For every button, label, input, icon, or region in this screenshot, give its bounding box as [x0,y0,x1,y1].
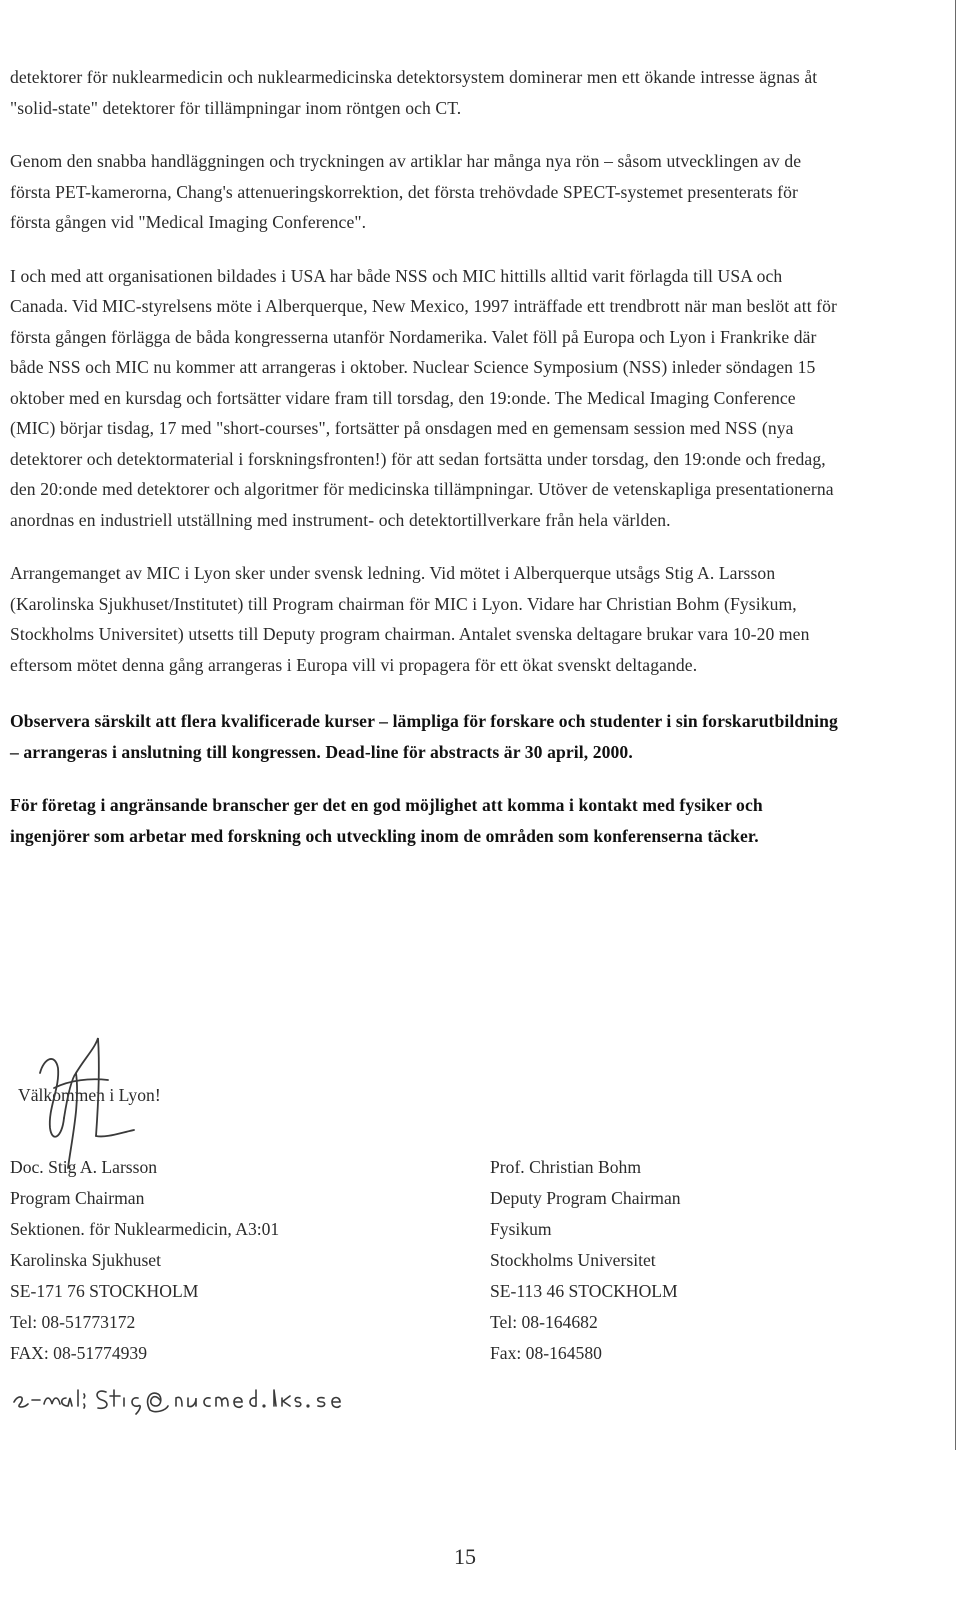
closing-block [10,1080,850,1420]
paragraph-history: Genom den snabba handläggningen och tryckningen av artiklar har många nya rön – såsom utvecklingen av de första PET-kamerorna, Chang's attenueringskorrektion, det första trehövdade SPECT-systemet presenterats för första gången vid "Medical Imaging Conference". [10,151,802,232]
signer-bohm [490,1152,681,1369]
signer-institution: Stockholms Universitet [490,1250,656,1270]
signer-role: Program Chairman [10,1188,145,1208]
signer-phone: Tel: 08-51773172 [10,1312,136,1332]
page-number: 15 [454,1544,476,1569]
signer-larsson [10,1152,279,1369]
signer-department: Fysikum [490,1219,552,1239]
signer-fax: FAX: 08-51774939 [10,1343,148,1363]
paragraph-courses-deadline: Observera särskilt att flera kvalificerade kurser – lämpliga för forskare och studenter i sin forskarutbildning – arrangeras i anslutning till kongressen. Dead-line för abstracts är 30 april, 2000. [10,711,838,762]
handwritten-email [10,1380,350,1416]
signer-address: SE-171 76 STOCKHOLM [10,1281,199,1301]
signer-name: Prof. Christian Bohm [490,1157,642,1177]
paragraph-organisation: I och med att organisationen bildades i USA har både NSS och MIC hittills alltid varit förlagda till USA och Canada. Vid MIC-styrelsens möte i Alberquerque, New Mexico, 1997 inträffade ett trendbrott när man beslöt att för första gången förlägga de båda kongresserna utanför Nordamerika. Valet föll på Europa och Lyon i Frankrike där både NSS och MIC nu kommer att arrangeras i oktober. Nuclear Science Symposium (NSS) inleder söndagen 15 oktober med en kursdag och fortsätter vidare fram till torsdag, den 19:onde. The Medical Imaging Conference (MIC) börjar tisdag, 17 med "short-courses", fortsätter på onsdagen med en gemensam session med NSS (nya detektorer och detektormaterial i forskningsfronten!) för att sedan fortsätta under torsdag, den 19:onde och fredag, den 20:onde med detektorer och algoritmer för medicinska tillämpningar. Utöver de vetenskapliga presentationerna anordnas en industriell utställning med instrument- och detektortillverkare från hela världen. [10,265,837,530]
paragraph-industry: För företag i angränsande branscher ger det en god möjlighet att komma i kontakt med fysiker och ingenjörer som arbetar med forskning och utveckling inom de områden som konferenserna täcker. [10,795,763,846]
signer-department: Sektionen. för Nuklearmedicin, A3:01 [10,1219,280,1239]
signer-address: SE-113 46 STOCKHOLM [490,1281,678,1301]
right-margin-rule [955,0,956,1450]
paragraph-arrangement: Arrangemanget av MIC i Lyon sker under svensk ledning. Vid mötet i Alberquerque utsågs Stig A. Larsson (Karolinska Sjukhuset/Institutet) till Program chairman för MIC i Lyon. Vidare har Christian Bohm (Fysikum, Stockholms Universitet) utsetts till Deputy program chairman. Antalet svenska deltagare brukar vara 10-20 men eftersom mötet denna gång arrangeras i Europa vill vi propagera för ett ökat svenskt deltagande. [10,563,810,675]
paragraph-detectors: detektorer för nuklearmedicin och nuklearmedicinska detektorsystem dominerar men ett ökande intresse ägnas åt "solid-state" detektorer för tillämpningar inom röntgen och CT. [10,67,818,118]
signer-phone: Tel: 08-164682 [490,1312,598,1332]
signer-role: Deputy Program Chairman [490,1188,681,1208]
signer-name: Doc. Stig A. Larsson [10,1157,158,1177]
closing-greeting: Välkommen i Lyon! [18,1085,161,1105]
signer-institution: Karolinska Sjukhuset [10,1250,161,1270]
signer-fax: Fax: 08-164580 [490,1343,602,1363]
article-body [10,62,840,851]
